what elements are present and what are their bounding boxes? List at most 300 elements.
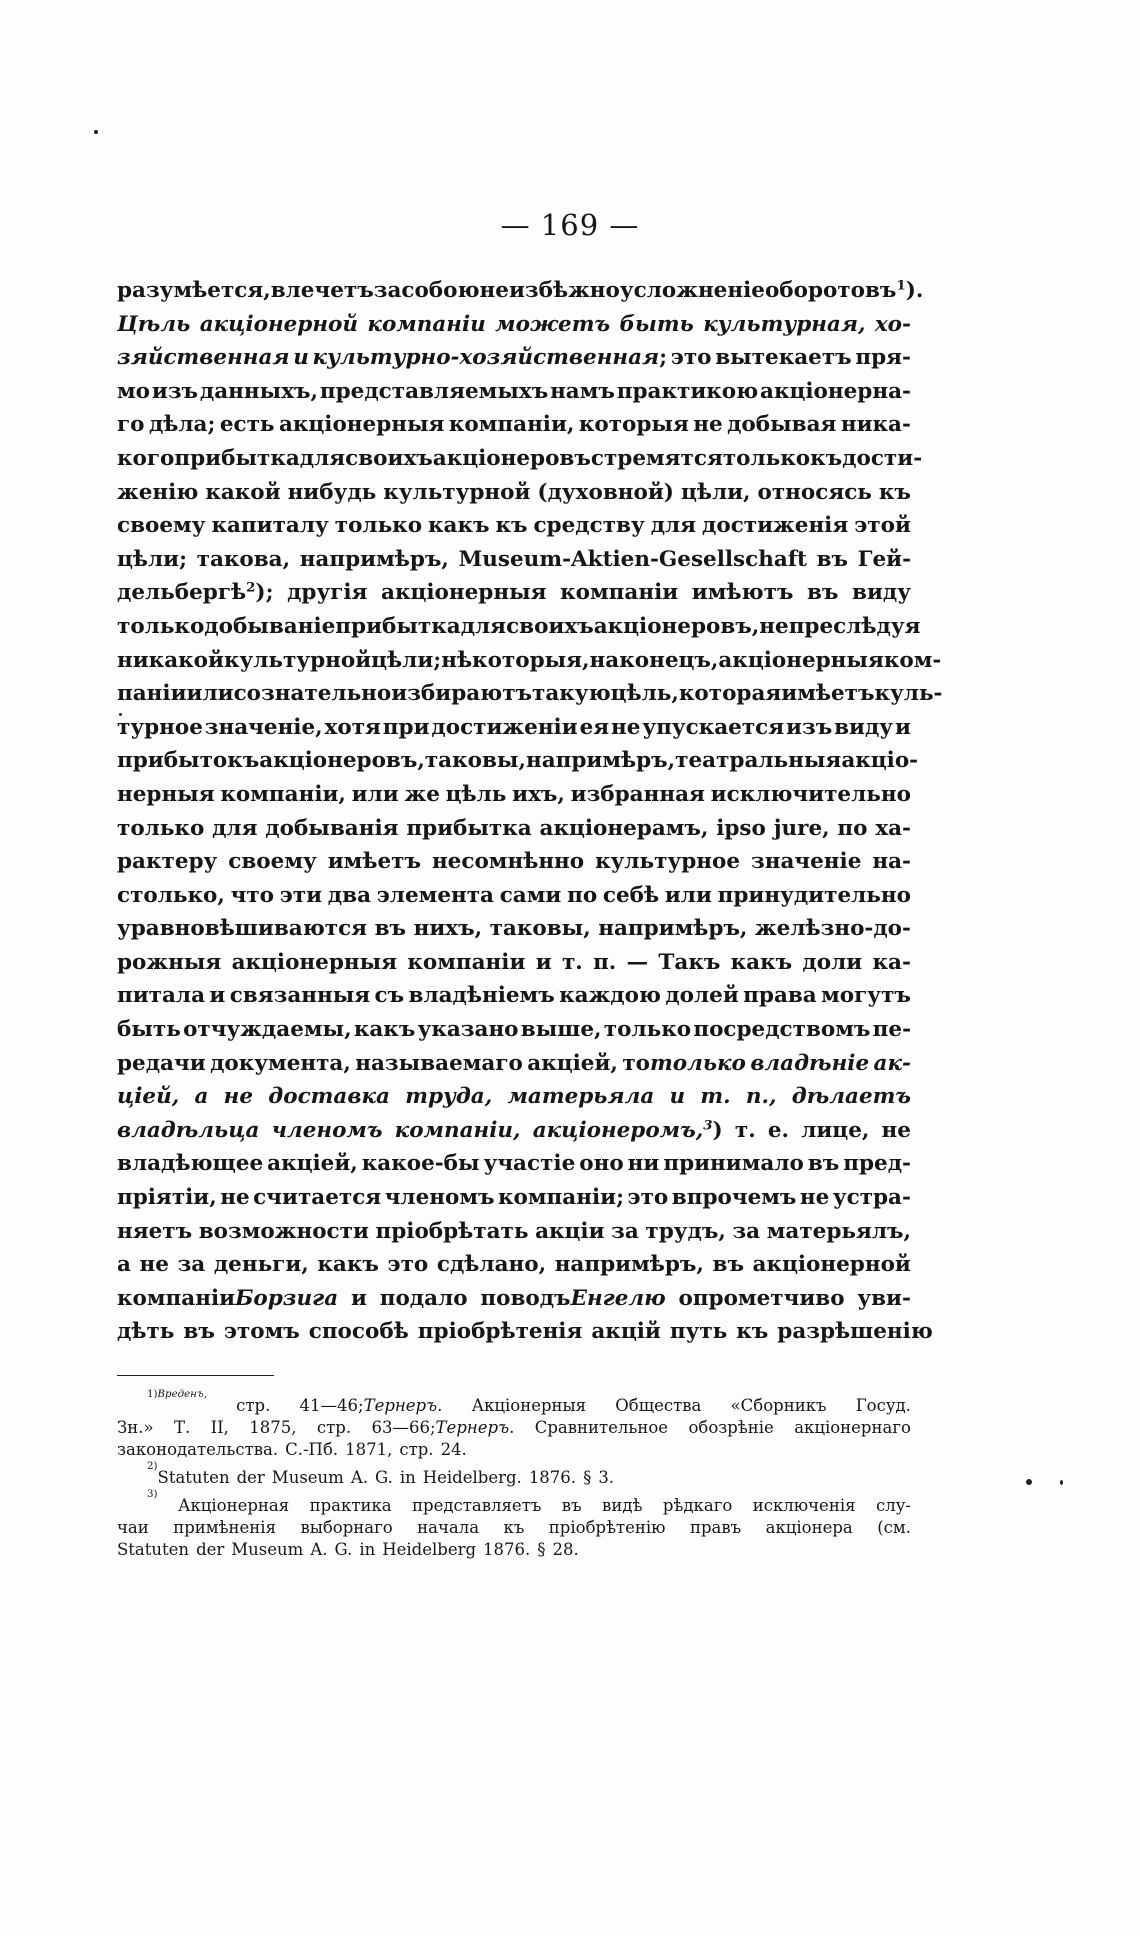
word: Museum — [231, 1540, 304, 1559]
word: только — [117, 613, 205, 639]
word: и — [350, 1285, 367, 1311]
word: компаніи, — [220, 781, 346, 807]
word: нѣкоторыя, — [441, 647, 590, 673]
word: Акціонерная — [177, 1496, 290, 1515]
word: другія — [287, 580, 368, 606]
word: считается — [253, 1185, 382, 1211]
word: вытекаетъ — [715, 345, 852, 371]
word: себѣ — [602, 882, 660, 908]
word: принудительно — [717, 882, 911, 908]
word: членомъ — [271, 1117, 383, 1143]
word: таковы, — [424, 748, 526, 774]
footnote-ref: 2) — [147, 1461, 158, 1472]
word: называемаго — [355, 1050, 523, 1076]
text-line — [117, 1248, 911, 1282]
word: дѣлаетъ — [791, 1084, 911, 1110]
word: цѣли; — [371, 647, 442, 673]
word: только — [117, 815, 205, 841]
word: пріобрѣтенію — [548, 1518, 666, 1537]
word: же — [404, 781, 440, 807]
word: напримѣръ, — [525, 748, 676, 774]
word: это — [387, 1252, 429, 1278]
word: для — [460, 613, 507, 639]
word: доли — [802, 949, 863, 975]
word: возможности — [198, 1218, 369, 1244]
word: уравновѣшиваются — [117, 916, 368, 942]
word: владѣніе — [750, 1050, 870, 1076]
word: ціей, — [117, 1084, 180, 1110]
word: какъ — [428, 513, 490, 539]
word: (см. — [877, 1518, 911, 1537]
word: по — [567, 882, 598, 908]
word: «Сборникъ — [730, 1396, 827, 1415]
word: прибытка — [406, 815, 532, 841]
text-line — [117, 408, 911, 442]
word: исключительно — [710, 781, 911, 807]
footnote-line — [117, 1389, 911, 1417]
word: такую — [532, 681, 611, 707]
word: за — [373, 278, 402, 303]
word: лице, — [801, 1117, 870, 1143]
word: пріятіи, — [117, 1185, 217, 1211]
word: своему — [117, 513, 206, 539]
word: Госуд. — [855, 1396, 911, 1415]
text-line — [117, 845, 911, 879]
word: и — [669, 1084, 686, 1110]
footnote-line — [117, 1417, 911, 1439]
word: ея — [579, 714, 610, 740]
text-line — [117, 341, 911, 375]
word: ipso — [716, 815, 766, 841]
word: акціей, — [267, 1151, 358, 1177]
word: какъ — [730, 949, 793, 975]
word: и — [894, 714, 911, 740]
word: § — [583, 1468, 592, 1487]
word: только — [603, 1017, 692, 1043]
word: не — [223, 1084, 254, 1110]
word: видѣ — [602, 1496, 643, 1515]
word: напримѣръ, — [299, 546, 449, 572]
word: своихъ — [345, 445, 433, 471]
word: Цѣль — [117, 311, 191, 337]
word: труда, — [405, 1084, 493, 1110]
word: акціонеромъ,$^3$) — [532, 1117, 723, 1143]
word: jure, — [773, 815, 830, 841]
word: ихъ, — [512, 781, 565, 807]
word: намъ — [550, 378, 615, 404]
word: компаніиБорзига — [117, 1285, 339, 1311]
word: слу- — [875, 1496, 911, 1515]
word: преслѣдуя — [788, 613, 921, 639]
word: членомъ — [384, 1185, 495, 1211]
word: Общества — [615, 1396, 702, 1415]
text-line — [117, 879, 911, 913]
text-line — [117, 375, 911, 409]
word: ни — [627, 1151, 660, 1177]
word: виду — [852, 580, 911, 606]
word: правъ — [690, 1518, 742, 1537]
word: быть — [619, 311, 694, 337]
word: столько, — [117, 882, 225, 908]
word: или — [351, 781, 399, 807]
word: пріобрѣтенія — [417, 1319, 583, 1345]
text-line — [117, 308, 911, 342]
word: стр. — [399, 1440, 434, 1459]
text-line — [117, 442, 923, 476]
word: средству — [533, 513, 645, 539]
word: рактеру — [117, 849, 218, 875]
word: дѣть — [117, 1319, 175, 1345]
footnote-line — [117, 1539, 911, 1561]
word: in — [359, 1540, 376, 1559]
word: практика — [309, 1496, 392, 1515]
word: Зн.» — [117, 1418, 154, 1437]
word: долей — [665, 983, 739, 1009]
word: капиталу — [211, 513, 329, 539]
word: впрочемъ — [671, 1185, 797, 1211]
text-line — [117, 1013, 911, 1047]
word: Museum — [271, 1468, 344, 1487]
word: акціонернаго — [794, 1418, 911, 1437]
word: Т. — [174, 1418, 191, 1437]
word: которая — [678, 681, 782, 707]
word: A. — [310, 1540, 328, 1559]
word: зяйственная — [117, 345, 290, 371]
text-line — [117, 812, 911, 846]
word: рѣдкаго — [662, 1496, 733, 1515]
word: два — [327, 882, 371, 908]
word: акціонерныя — [278, 412, 445, 438]
word: куль- — [874, 681, 943, 707]
word: какъ — [317, 1252, 379, 1278]
word: въ — [374, 916, 407, 942]
word: 28. — [552, 1540, 579, 1559]
word: устра- — [832, 1185, 911, 1211]
word: кого — [117, 445, 175, 471]
word: не — [881, 1117, 911, 1143]
word: Statuten — [157, 1468, 230, 1487]
word: ком- — [883, 647, 942, 673]
word: указано — [417, 1017, 519, 1043]
word: нерныя — [117, 781, 215, 807]
word: уви- — [857, 1285, 911, 1311]
footnote-line — [117, 1439, 911, 1461]
footnote-ref: 1)Вреденъ, — [147, 1389, 207, 1400]
word: а — [194, 1084, 209, 1110]
footnotes — [117, 1389, 911, 1561]
text-line — [117, 1315, 933, 1349]
word: поводъЕнгелю — [480, 1285, 666, 1311]
word: стр. — [236, 1396, 271, 1415]
word: акціонеровъ — [432, 445, 591, 471]
word: акціей, — [527, 1050, 618, 1076]
word: нибудь — [287, 479, 377, 505]
word: ак- — [873, 1050, 911, 1076]
word: Такъ — [658, 949, 721, 975]
word: акціонерамъ, — [539, 815, 709, 841]
footnote-ref: 1 — [896, 277, 906, 294]
word: этомъ — [223, 1319, 300, 1345]
word: начала — [417, 1518, 480, 1537]
word: къ — [495, 513, 528, 539]
word: при — [382, 714, 430, 740]
word: Statuten — [117, 1540, 190, 1559]
word: въ — [561, 1496, 582, 1515]
text-line — [117, 476, 911, 510]
word: G. — [334, 1540, 353, 1559]
word: значеніе — [751, 849, 862, 875]
word: владѣніемъ — [408, 983, 555, 1009]
word: Акціонерныя — [471, 1396, 587, 1415]
word: доставка — [268, 1084, 390, 1110]
footnote-line — [117, 1461, 911, 1489]
text-line — [117, 979, 911, 1013]
word: культурно-хозяйственная; — [312, 345, 668, 371]
word: есть — [219, 412, 275, 438]
word: акціонеровъ, — [593, 613, 760, 639]
word: е. — [767, 1117, 790, 1143]
word: акціи — [535, 1218, 605, 1244]
word: культурная, — [703, 311, 866, 337]
word: избранная — [570, 781, 705, 807]
word: принимало — [663, 1151, 804, 1177]
word: въ — [712, 1252, 744, 1278]
word: der — [196, 1540, 225, 1559]
text-line — [117, 744, 919, 778]
word: компаніи, — [448, 412, 575, 438]
word: достиженія — [702, 513, 849, 539]
word: разумѣется, — [117, 278, 271, 303]
word: можетъ — [495, 311, 611, 337]
text-line — [117, 509, 911, 543]
word: отчуждаемы, — [183, 1017, 352, 1043]
word: ка- — [872, 949, 911, 975]
word: за — [732, 1218, 761, 1244]
word: быть — [117, 1017, 181, 1043]
word: какъ — [353, 1017, 416, 1043]
word: Museum-Aktien-Gesellschaft — [458, 546, 807, 572]
word: редачи — [117, 1050, 206, 1076]
word: стр. — [316, 1418, 352, 1437]
word: которыя — [578, 412, 689, 438]
word: элемента — [376, 882, 494, 908]
word: имѣетъ — [327, 849, 421, 875]
word: виду — [834, 714, 894, 740]
word: къ — [736, 1319, 769, 1345]
ink-speck — [1026, 1479, 1032, 1485]
word: компаніи; — [498, 1185, 625, 1211]
text-line — [117, 610, 921, 644]
word: это — [627, 1185, 669, 1211]
text-line — [117, 1181, 911, 1215]
word: не — [220, 1185, 250, 1211]
word: 1875, — [249, 1418, 297, 1437]
word: имѣютъ — [691, 580, 794, 606]
word: G. — [375, 1468, 393, 1487]
word: женію — [117, 479, 199, 505]
page-number: — 169 — — [500, 208, 640, 242]
text-line — [117, 1080, 911, 1114]
text-line — [117, 274, 924, 308]
word: по — [837, 815, 868, 841]
word: желѣзно-до- — [754, 916, 911, 942]
word: т. — [734, 1117, 756, 1143]
word: культурной — [223, 647, 372, 673]
word: дельбергѣ$^2$); — [117, 580, 274, 606]
word: оно — [579, 1151, 624, 1177]
word: оборотовъ$^1$). — [764, 277, 924, 303]
word: таковы, — [489, 916, 591, 942]
word: der — [236, 1468, 265, 1487]
word: Гей- — [857, 546, 911, 572]
word: акціонеровъ, — [259, 748, 425, 774]
footnote-line — [117, 1517, 911, 1539]
word: значеніе, — [204, 714, 323, 740]
word: практикою — [616, 378, 759, 404]
word: напримѣръ, — [554, 1252, 704, 1278]
word: прибытокъ — [117, 748, 260, 774]
word: напримѣръ, — [598, 916, 748, 942]
word: и — [535, 949, 552, 975]
word: владѣльца — [117, 1117, 260, 1143]
word: въ — [816, 546, 849, 572]
footnote-divider — [117, 1375, 274, 1376]
text-line — [117, 1282, 911, 1316]
word: права — [743, 983, 817, 1009]
word: прибытка — [174, 445, 300, 471]
word: 1876. — [528, 1468, 577, 1487]
word: какой — [205, 479, 281, 505]
word: культурное — [595, 849, 741, 875]
word: какое-бы — [361, 1151, 480, 1177]
word: мо — [117, 378, 151, 404]
word: въ — [183, 1319, 215, 1345]
word: каждою — [559, 983, 661, 1009]
text-line — [117, 644, 942, 678]
word: акціо- — [841, 748, 919, 774]
word: къ — [503, 1518, 525, 1537]
word: добываніе — [204, 613, 336, 639]
word: сознательно — [233, 681, 392, 707]
word: эти — [279, 882, 323, 908]
word: п. — [593, 949, 617, 975]
word: акціонера — [765, 1518, 853, 1537]
word: компаніи — [560, 580, 679, 606]
text-line — [117, 1114, 911, 1148]
text-line — [117, 711, 911, 745]
word: никакой — [117, 647, 224, 673]
word: не — [799, 1185, 830, 1211]
word: для — [650, 513, 697, 539]
word: на- — [872, 849, 911, 875]
word: усложненіе — [619, 278, 765, 303]
word: цѣль — [445, 781, 507, 807]
main-text — [117, 274, 943, 1349]
word: примѣненія — [173, 1518, 276, 1537]
word: къ — [810, 445, 843, 471]
word: компаніи — [367, 311, 486, 337]
word: имѣетъ — [781, 681, 875, 707]
word: не — [759, 613, 789, 639]
word: упускается — [642, 714, 785, 740]
word: дости- — [842, 445, 923, 471]
word: 1871, — [345, 1440, 393, 1459]
word: своему — [228, 849, 317, 875]
word: только — [334, 513, 423, 539]
text-line — [117, 677, 943, 711]
word: нихъ, — [413, 916, 483, 942]
word: пред- — [843, 1151, 911, 1177]
word: Сравнительное — [534, 1418, 669, 1437]
word: исключенія — [752, 1496, 856, 1515]
word: путь — [669, 1319, 728, 1345]
word: (духовной) — [537, 479, 674, 505]
word: для — [212, 815, 258, 841]
word: только — [722, 445, 811, 471]
text-line — [117, 543, 911, 577]
word: это — [670, 345, 712, 371]
word: достиженіи — [431, 714, 578, 740]
word: выше, — [520, 1017, 602, 1043]
ink-speck — [1060, 1480, 1063, 1485]
word: прибытка — [335, 613, 461, 639]
word: пе- — [872, 1017, 911, 1043]
word: посредствомъ — [693, 1017, 871, 1043]
word: цѣли, — [680, 479, 751, 505]
word: Heidelberg. — [422, 1468, 522, 1487]
word: этой — [854, 513, 911, 539]
word: матерьяла — [507, 1084, 655, 1110]
text-line — [117, 1147, 911, 1181]
word: представляемыхъ — [319, 378, 549, 404]
word: ника- — [840, 412, 911, 438]
word: деньги, — [213, 1252, 309, 1278]
word: документа, — [210, 1050, 351, 1076]
word: владѣющее — [117, 1151, 264, 1177]
word: С.-Пб. — [285, 1440, 339, 1459]
word: турное — [117, 714, 203, 740]
word: сами — [499, 882, 562, 908]
word: п., — [745, 1084, 777, 1110]
text-line — [117, 1047, 911, 1081]
word: къ — [878, 479, 911, 505]
word: рожныя — [117, 949, 222, 975]
word: in — [399, 1468, 416, 1487]
word: своихъ — [506, 613, 594, 639]
word: за — [177, 1252, 206, 1278]
word: за — [611, 1218, 639, 1244]
word: хо- — [874, 311, 911, 337]
text-line — [117, 1215, 911, 1249]
word: изъ — [151, 378, 199, 404]
word: избираютъ — [391, 681, 533, 707]
word: съ — [374, 983, 405, 1009]
word: изъ — [786, 714, 833, 740]
word: трудъ, — [645, 1218, 726, 1244]
word: для — [299, 445, 346, 471]
word: театральныя — [675, 748, 842, 774]
word: го — [117, 412, 145, 438]
word: т. — [561, 949, 583, 975]
word: могутъ — [821, 983, 911, 1009]
word: т. — [700, 1084, 731, 1110]
word: разрѣшенію — [777, 1319, 933, 1345]
word: что — [230, 882, 274, 908]
word: данныхъ, — [199, 378, 319, 404]
word: подало — [379, 1285, 468, 1311]
word: способѣ — [308, 1319, 409, 1345]
footnote-ref: 3 — [703, 1117, 713, 1134]
